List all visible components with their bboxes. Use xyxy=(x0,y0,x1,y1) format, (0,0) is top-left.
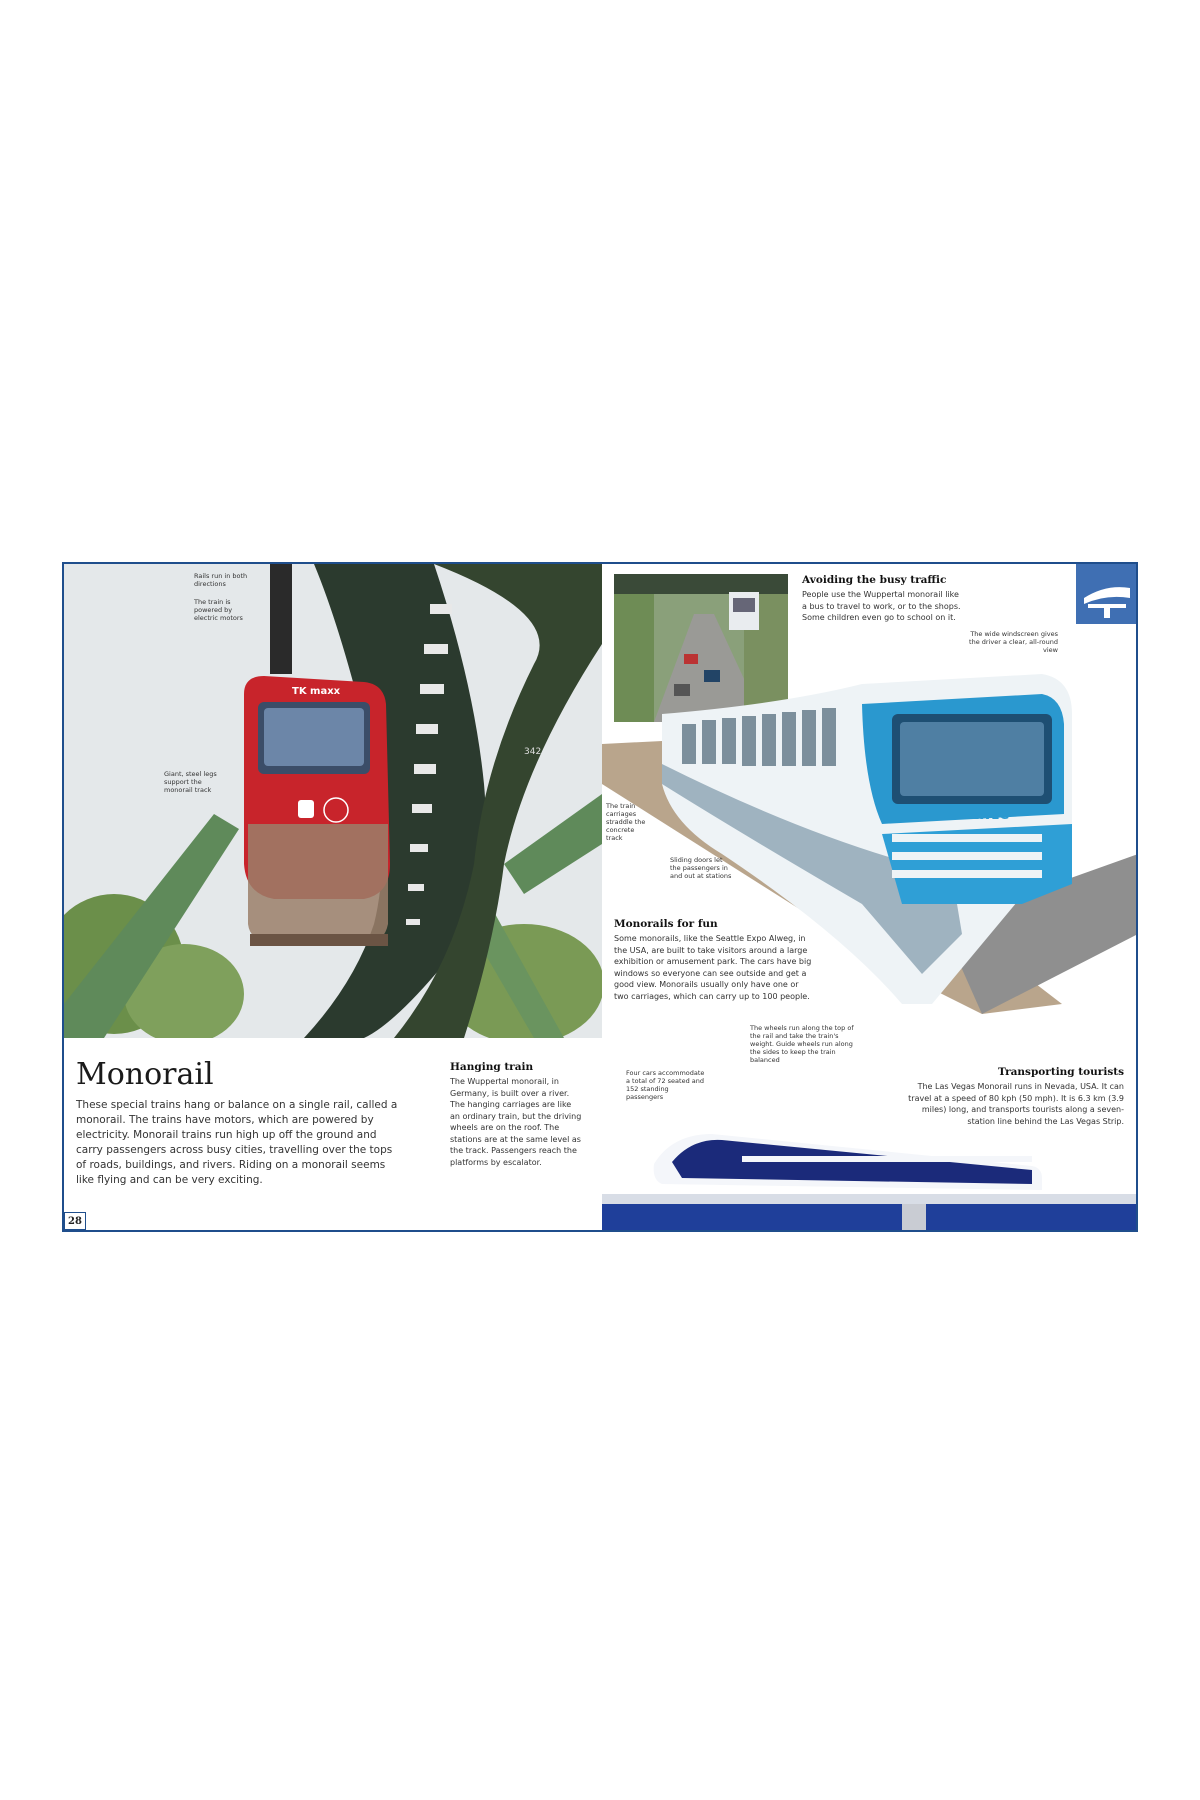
callout-doors: Sliding doors let the passengers in and out at stations xyxy=(670,856,732,880)
alweg-logo: ALWEG xyxy=(962,808,1010,822)
svg-text:342: 342 xyxy=(524,747,542,757)
svg-text:TK maxx: TK maxx xyxy=(292,686,341,697)
callout-cars: Four cars accommodate a total of 72 seated and 152 standing passengers xyxy=(626,1069,705,1101)
callout-rails: Rails run in both directions xyxy=(194,572,248,588)
fun-heading: Monorails for fun xyxy=(614,918,718,930)
fun-text: Some monorails, like the Seattle Expo Alweg, in the USA, are built to take visitors around a large exhibition or amusement park. The cars have big windows so everyone can see outside and get a good view. Monorails usually only have one or two carriages, which can carry up to 100 people. xyxy=(614,934,812,1001)
hanging-train-heading: Hanging train xyxy=(450,1061,534,1073)
callout-wheels: The wheels run along the top of the rail and take the train's weight. Guide wheels run along the sides to keep the train balanced xyxy=(750,1024,854,1064)
callout-windscreen: The wide windscreen gives the driver a clear, all-round view xyxy=(969,630,1058,654)
wuppertal-hanging-train-photo xyxy=(64,564,602,1038)
tourists-heading: Transporting tourists xyxy=(998,1066,1124,1078)
intro-paragraph: These special trains hang or balance on a single rail, called a monorail. The trains have motors, which are powered by electricity. Monorail trains run high up off the ground and carry passengers across busy cities, travelling over the tops of roads, buildings, and rivers. Riding on a monorail seems like flying and can be very exciting. xyxy=(76,1099,398,1186)
callout-carriages: The train carriages straddle the concrete track xyxy=(606,802,646,842)
traffic-heading: Avoiding the busy traffic xyxy=(802,574,947,586)
page-title: Monorail xyxy=(76,1057,214,1092)
hanging-train-text: The Wuppertal monorail, in Germany, is built over a river. The hanging carriages are like an ordinary train, but the driving wheels are on the roof. The stations are at the same level as the track. Passengers reach the platforms by escalator. xyxy=(450,1077,582,1167)
page-number: 28 xyxy=(64,1212,86,1230)
callout-legs: Giant, steel legs support the monorail track xyxy=(164,770,217,794)
left-page xyxy=(64,564,602,1230)
tourists-text: The Las Vegas Monorail runs in Nevada, USA. It can travel at a speed of 80 kph (50 mph). It is 6.3 km (3.9 miles) long, and transports tourists along a seven-station line behind the Las Vegas Strip. xyxy=(908,1082,1124,1126)
right-page xyxy=(602,564,1138,1230)
hanging-train-section xyxy=(450,1061,582,1168)
traffic-text: People use the Wuppertal monorail like a bus to travel to work, or to the shops. Some children even go to school on it. xyxy=(802,590,961,622)
traffic-section xyxy=(802,574,962,624)
book-spread xyxy=(62,562,1138,1232)
las-vegas-monorail-photo xyxy=(602,1104,1138,1230)
monorail-tab-icon xyxy=(1076,564,1138,624)
fun-section xyxy=(614,918,814,1002)
callout-motors: The train is powered by electric motors xyxy=(194,598,243,622)
